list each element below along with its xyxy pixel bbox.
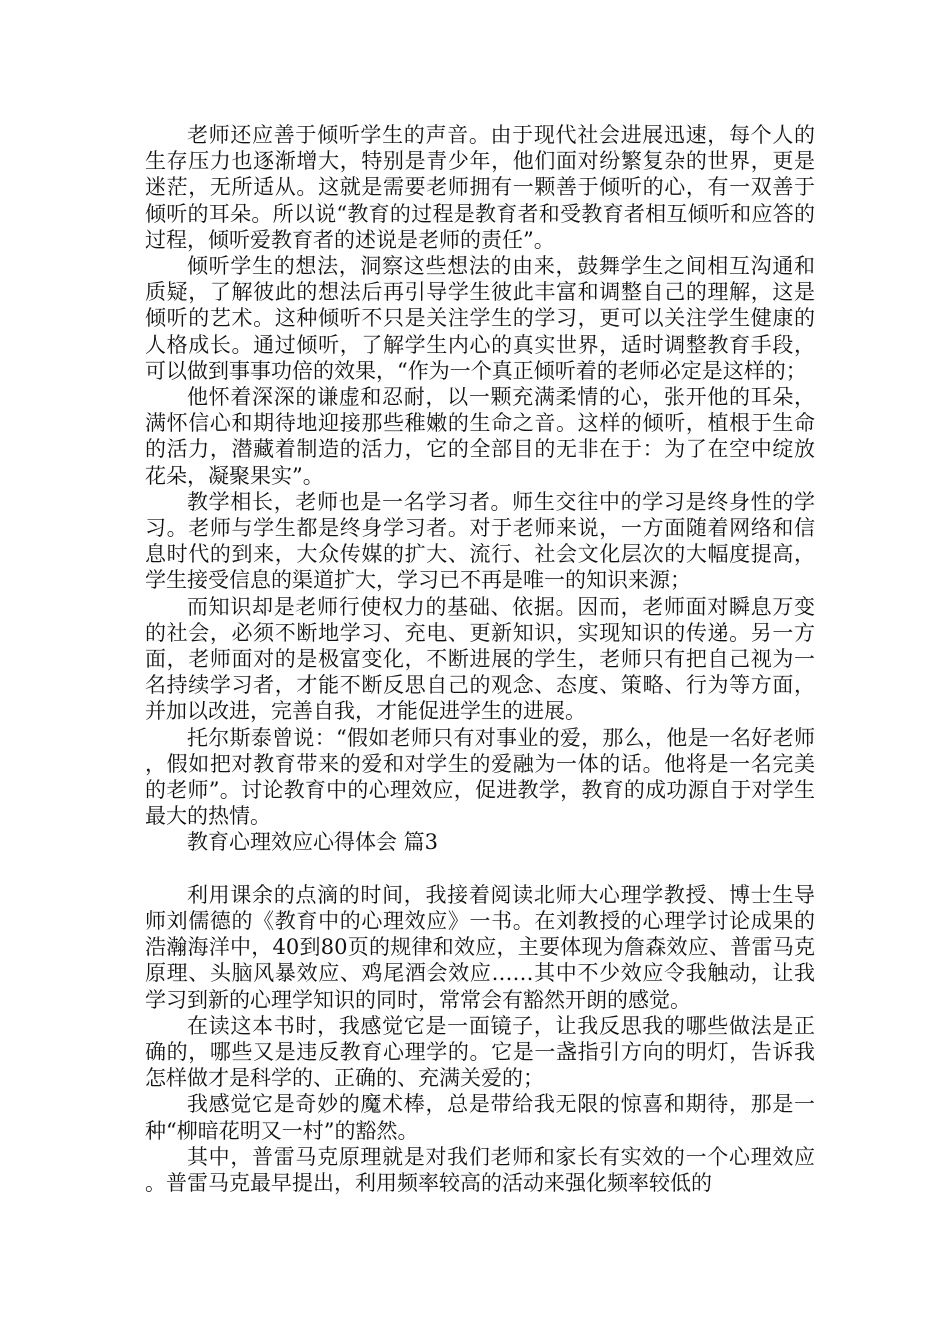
paragraph-listening-art: 倾听学生的想法，洞察这些想法的由来，鼓舞学生之间相互沟通和质疑，了解彼此的想法后再引导学生彼此丰富和调整自己的理解，这是倾听的艺术。这种倾听不只是关注学生的学习，更可以关注学生健康的人格成长。通过倾听，了解学生内心的真实世界，适时调整教育手段，可以做到事事功倍的效果，“作为一个真正倾听着的老师必定是这样的； xyxy=(145,254,815,383)
paragraph-tolstoy: 托尔斯泰曾说：“假如老师只有对事业的爱，那么，他是一名好老师，假如把对教育带来的爱和对学生的爱融为一体的话。他将是一名完美的老师”。讨论教育中的心理效应，促进教学，教育的成功源自于对学生最大的热情。 xyxy=(145,725,815,829)
paragraph-teacher-learner: 教学相长，老师也是一名学习者。师生交往中的学习是终身性的学习。老师与学生都是终身学习者。对于老师来说，一方面随着网络和信息时代的到来，大众传媒的扩大、流行、社会文化层次的大幅度提高，学生接受信息的渠道扩大，学习已不再是唯一的知识来源； xyxy=(145,489,815,593)
paragraph-magic-wand: 我感觉它是奇妙的魔术棒，总是带给我无限的惊喜和期待，那是一种“柳暗花明又一村”的豁然。 xyxy=(145,1092,815,1143)
document-page xyxy=(145,122,815,1196)
paragraph-mirror: 在读这本书时，我感觉它是一面镜子，让我反思我的哪些做法是正确的，哪些又是违反教育心理学的。它是一盏指引方向的明灯，告诉我怎样做才是科学的、正确的、充满关爱的； xyxy=(145,1013,815,1091)
section-gap xyxy=(145,856,815,882)
paragraph-reading: 利用课余的点滴的时间，我接着阅读北师大心理学教授、博士生导师刘儒德的《教育中的心理效应》一书。在刘教授的心理学讨论成果的浩瀚海洋中，40到80页的规律和效应，主要体现为詹森效应、普雷马克原理、头脑风暴效应、鸡尾酒会效应……其中不少效应令我触动，让我学习到新的心理学知识的同时，常常会有豁然开朗的感觉。 xyxy=(145,882,815,1012)
section-heading: 教育心理效应心得体会 篇3 xyxy=(187,830,439,855)
paragraph-patience: 他怀着深深的谦虚和忍耐，以一颗充满柔情的心，张开他的耳朵，满怀信心和期待地迎接那些稚嫩的生命之音。这样的倾听，植根于生命的活力，潜藏着制造的活力，它的全部目的无非在于：为了在空中绽放花朵，凝聚果实”。 xyxy=(145,385,815,488)
paragraph-knowledge: 而知识却是老师行使权力的基础、依据。因而，老师面对瞬息万变的社会，必须不断地学习、充电、更新知识，实现知识的传递。另一方面，老师面对的是极富变化，不断进展的学生，老师只有把自己视为一名持续学习者，才能不断反思自己的观念、态度、策略、行为等方面，并加以改进，完善自我，才能促进学生的进展。 xyxy=(145,594,815,724)
paragraph-listening: 老师还应善于倾听学生的声音。由于现代社会进展迅速，每个人的生存压力也逐渐增大，特别是青少年，他们面对纷繁复杂的世界，更是迷茫，无所适从。这就是需要老师拥有一颗善于倾听的心，有一双善于倾听的耳朵。所以说“教育的过程是教育者和受教育者相互倾听和应答的过程，倾听爱教育者的述说是老师的责任”。 xyxy=(145,123,815,252)
paragraph-premack: 其中，普雷马克原理就是对我们老师和家长有实效的一个心理效应。普雷马克最早提出，利用频率较高的活动来强化频率较低的 xyxy=(145,1144,815,1195)
